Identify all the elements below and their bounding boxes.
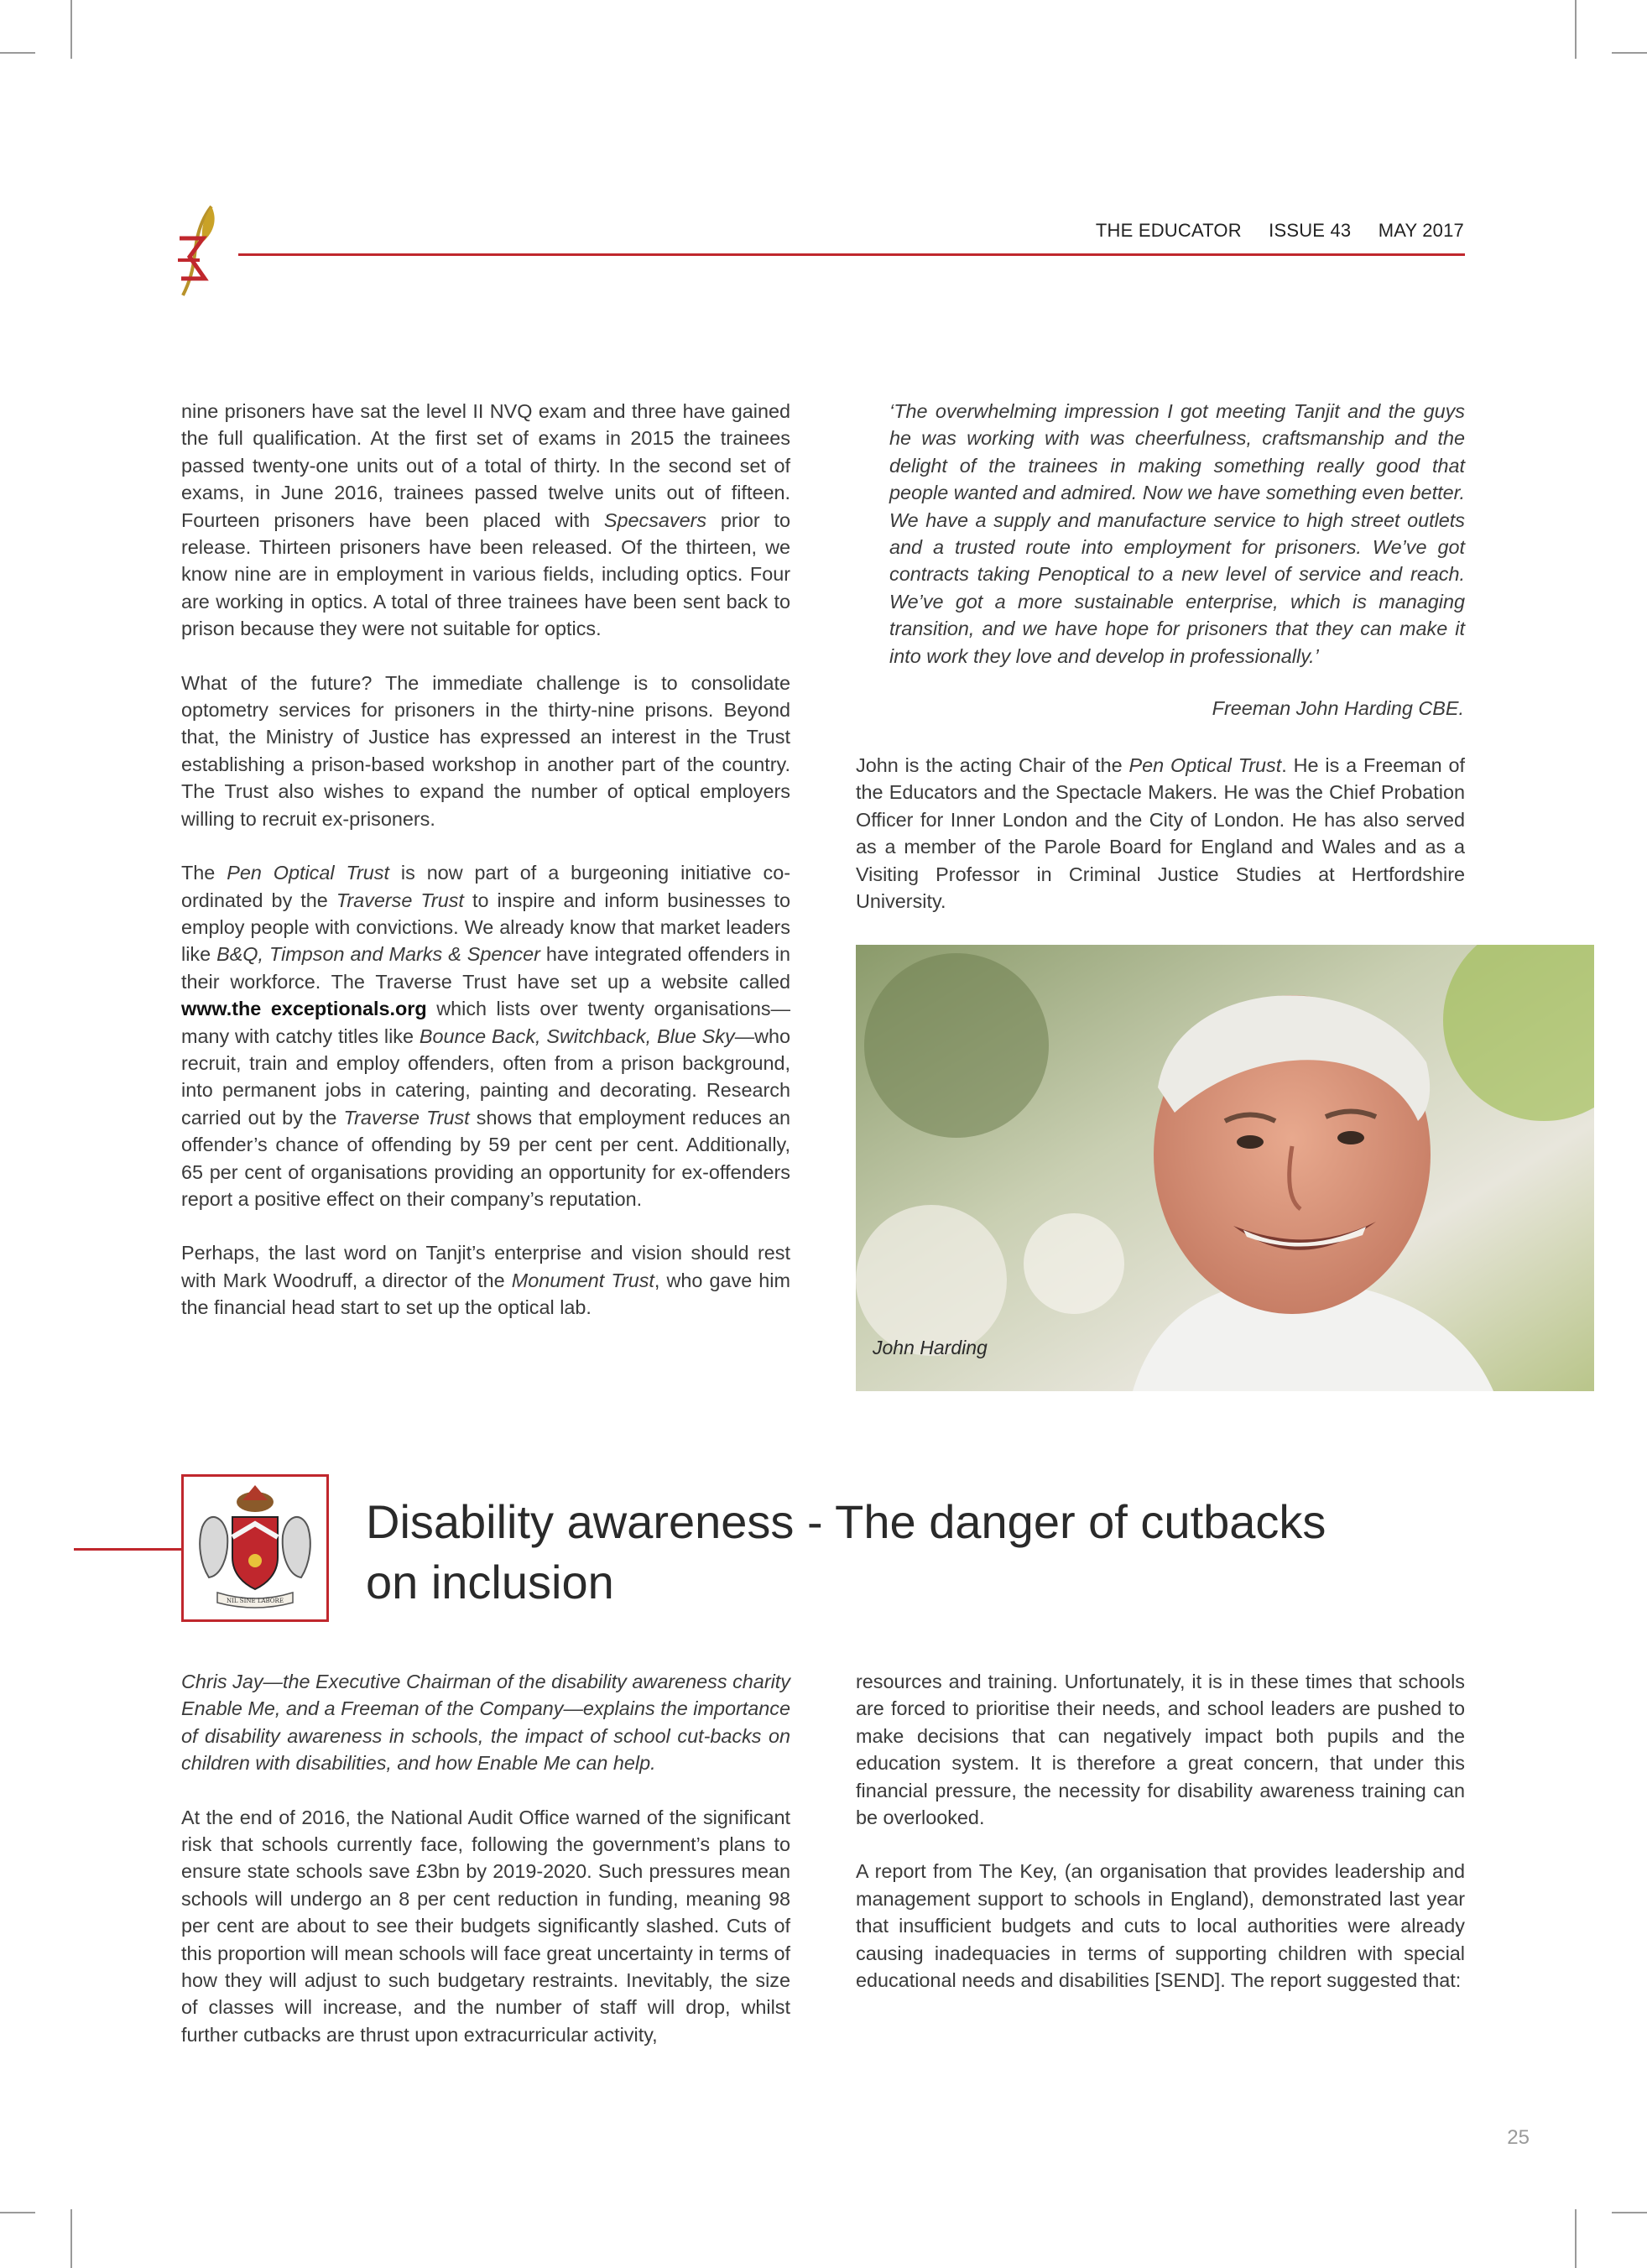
portrait-photo <box>856 945 1594 1391</box>
crop-mark <box>1612 52 1647 54</box>
svg-text:NIL SINE LABORE: NIL SINE LABORE <box>227 1598 284 1604</box>
paragraph: At the end of 2016, the National Audit Office warned of the significant risk that schools currently face, following the government’s plans to ensure state schools save £3bn by 2019-2020. Such pressures mean schools will undergo an 8 per cent reduction in funding, meaning 98 per cent are about to see their budgets significantly slashed. Cuts of this proportion will mean schools will face great uncertainty in terms of how they will adjust to such budgetary restraints. Inevitably, the size of classes will increase, and the number of staff will drop, whilst further cutbacks are thrust upon extracurricular activity, <box>181 1806 790 2046</box>
quill-logo-icon <box>175 205 222 299</box>
paragraph: The Pen Optical Trust is now part of a burgeoning initiative co-ordinated by the Traverse Trust to inspire and inform businesses to employ people with convictions. We already know that market leaders like B&Q, Timpson and Marks & Spencer have integrated offenders in their workforce. The Traverse Trust have set up a website called www.the exceptionals.org which lists over twenty organisations—many with catchy titles like Bounce Back, Switchback, Blue Sky—who recruit, train and employ offenders, often from a prison background, into permanent jobs in catering, painting and decorating. Research carried out by the Traverse Trust shows that employment reduces an offender’s chance of offending by 59 per cent per cent. Additionally, 65 per cent of organisations providing an opportunity for ex-offenders report a positive effect on their company’s reputation. <box>181 862 790 1210</box>
paragraph: John is the acting Chair of the Pen Optical Trust. He is a Freeman of the Educators and the Spectacle Makers. He was the Chief Probation Officer for Inner London and the City of London. He has also served as a member of the Parole Board for England and Wales and as a Visiting Professor in Criminal Justice Studies at Hertfordshire University. <box>856 754 1465 913</box>
publication-name: THE EDUCATOR <box>1095 220 1242 241</box>
header-rule <box>238 253 1465 256</box>
paragraph: A report from The Key, (an organisation that provides leadership and management support to schools in England), demonstrated last year that insufficient budgets and cuts to local authorities were already causing inadequacies in terms of supporting children with special educational needs and disabilities [SEND]. The report suggested that: <box>856 1860 1465 1992</box>
crop-mark <box>70 2209 72 2268</box>
portrait-illustration <box>856 945 1594 1391</box>
crop-mark <box>1575 0 1577 59</box>
paragraph: What of the future? The immediate challenge is to consolidate optometry services for prisoners in the thirty-nine prisons. Beyond that, the Ministry of Justice has expressed an interest in the Trust establishing a prison-based workshop in another part of the country. The Trust also wishes to expand the number of optical employers willing to recruit ex-prisoners. <box>181 671 790 830</box>
issue-number: ISSUE 43 <box>1269 220 1352 241</box>
article-right-column <box>856 1668 1465 2020</box>
paragraph: Perhaps, the last word on Tanjit’s enterprise and vision should rest with Mark Woodruff, a director of the Monument Trust, who gave him the financial head start to set up the optical lab. <box>181 1242 790 1319</box>
photo-caption: John Harding <box>873 1337 988 1358</box>
quote-attribution: Freeman John Harding CBE. <box>1212 697 1464 719</box>
paragraph: resources and training. Unfortunately, it is in these times that schools are forced to prioritise their needs, and school leaders are pushed to make decisions that can negatively impact both pupils and the education system. It is therefore a great concern, that under this financial pressure, the necessity for disability awareness training can be overlooked. <box>856 1671 1465 1829</box>
header-meta <box>1074 220 1464 242</box>
bio-paragraph <box>856 752 1465 941</box>
paragraph: nine prisoners have sat the level II NVQ exam and three have gained the full qualification. At the first set of exams in 2015 the trainees passed twenty-one units out of a total of thirty. In the second set of exams, in June 2016, trainees passed twelve units out of fifteen. Fourteen prisoners have been placed with Specsavers prior to release. Thirteen prisoners have been released. Of the thirteen, we know nine are in employment in various fields, including optics. Four are working in optics. A total of three trainees have been sent back to prison because they were not suitable for optics. <box>181 400 790 640</box>
coat-of-arms-icon <box>181 1474 329 1622</box>
crop-mark <box>1575 2209 1577 2268</box>
crop-mark <box>1612 2212 1647 2213</box>
crop-mark <box>0 2212 35 2213</box>
intro-paragraph: Chris Jay—the Executive Chairman of the disability awareness charity Enable Me, and a Freeman of the Company—explains the importance of disability awareness in schools, the impact of school cut-backs on children with disabilities, and how Enable Me can help. <box>181 1671 790 1775</box>
crop-mark <box>0 52 35 54</box>
section-rule <box>74 1548 183 1551</box>
pull-quote: ‘The overwhelming impression I got meeting Tanjit and the guys he was working with was cheerfulness, craftsmanship and the delight of the trainees in making something really good that people wanted and admired. Now we have something even better. We have a supply and manufacture service to high street outlets and a trusted route into employment for prisoners. We’ve got contracts taking Penoptical to a new level of service and reach. We’ve got a more sustainable enterprise, which is managing transition, and we have hope for prisoners that they can make it into work they love and develop in professionally.’ <box>889 400 1465 667</box>
article-left-column <box>181 398 790 1348</box>
issue-date: MAY 2017 <box>1378 220 1464 241</box>
article-left-column <box>181 1668 790 2075</box>
section-title: Disability awareness - The danger of cutbacks on inclusion <box>366 1495 1326 1608</box>
page-number: 25 <box>1507 2126 1530 2149</box>
crop-mark <box>70 0 72 59</box>
